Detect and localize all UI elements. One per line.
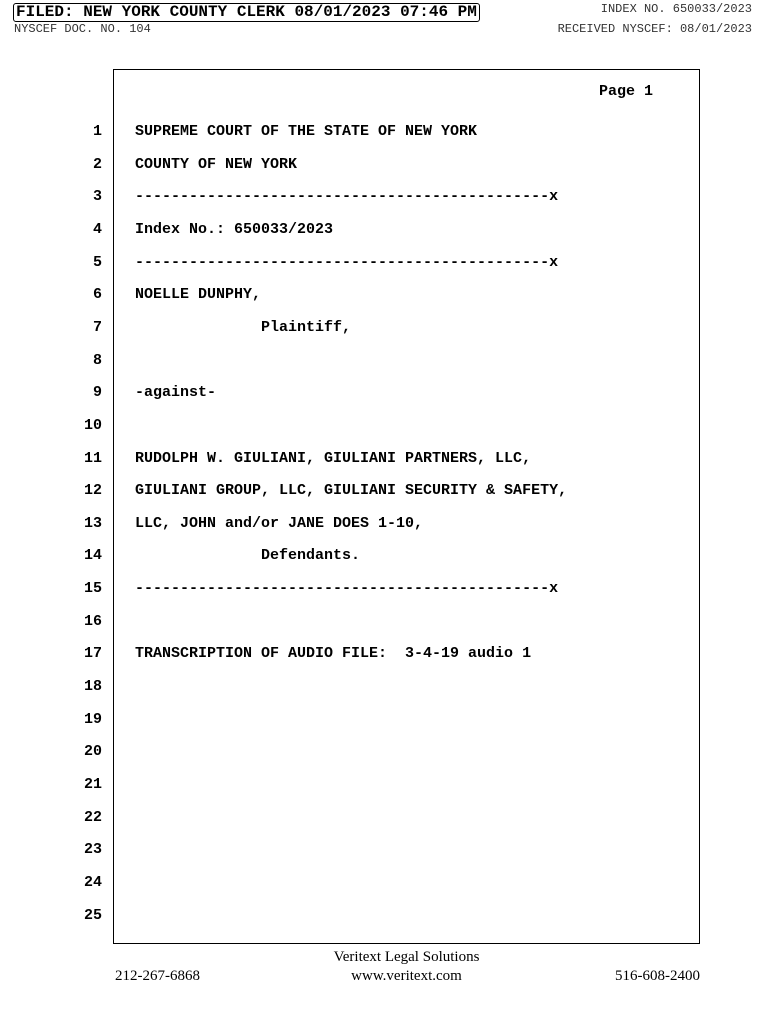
- line-text: ----------------------------------------------x: [135, 188, 559, 205]
- footer-website: www.veritext.com: [351, 968, 462, 984]
- line-text: NOELLE DUNPHY,: [135, 286, 262, 303]
- line-number: 21: [83, 776, 102, 793]
- line-number: 17: [83, 645, 102, 662]
- received-date: RECEIVED NYSCEF: 08/01/2023: [557, 22, 752, 36]
- line-number: 20: [83, 743, 102, 760]
- line-number: 24: [83, 874, 102, 891]
- line-text: GIULIANI GROUP, LLC, GIULIANI SECURITY & SAFETY,: [135, 482, 568, 499]
- line-text: Index No.: 650033/2023: [135, 221, 334, 238]
- line-text: -against-: [135, 384, 217, 401]
- line-number: 1: [92, 123, 102, 140]
- line-number: 13: [83, 515, 102, 532]
- footer-phone-right: 516-608-2400: [615, 968, 700, 984]
- line-number: 8: [92, 352, 102, 369]
- line-number: 23: [83, 841, 102, 858]
- line-number: 11: [83, 450, 102, 467]
- line-number: 15: [83, 580, 102, 597]
- doc-number: NYSCEF DOC. NO. 104: [14, 22, 151, 36]
- line-number: 12: [83, 482, 102, 499]
- line-number: 4: [92, 221, 102, 238]
- line-number: 22: [83, 809, 102, 826]
- line-number: 2: [92, 156, 102, 173]
- line-text: Defendants.: [135, 547, 361, 564]
- line-number: 14: [83, 547, 102, 564]
- line-text: LLC, JOHN and/or JANE DOES 1-10,: [135, 515, 424, 532]
- line-number: 19: [83, 711, 102, 728]
- line-number: 25: [83, 907, 102, 924]
- line-number: 7: [92, 319, 102, 336]
- page-number: Page 1: [598, 83, 653, 100]
- footer-company: Veritext Legal Solutions: [333, 949, 480, 965]
- line-number: 9: [92, 384, 102, 401]
- line-number: 10: [83, 417, 102, 434]
- filed-stamp: FILED: NEW YORK COUNTY CLERK 08/01/2023 07:46 PM: [13, 3, 480, 22]
- line-text: ----------------------------------------------x: [135, 580, 559, 597]
- line-number: 5: [92, 254, 102, 271]
- line-text: ----------------------------------------------x: [135, 254, 559, 271]
- line-text: SUPREME COURT OF THE STATE OF NEW YORK: [135, 123, 478, 140]
- line-text: TRANSCRIPTION OF AUDIO FILE: 3-4-19 audio 1: [135, 645, 532, 662]
- line-number: 6: [92, 286, 102, 303]
- line-text: Plaintiff,: [135, 319, 352, 336]
- line-text: RUDOLPH W. GIULIANI, GIULIANI PARTNERS, LLC,: [135, 450, 532, 467]
- line-number: 3: [92, 188, 102, 205]
- index-number: INDEX NO. 650033/2023: [600, 2, 752, 16]
- line-text: COUNTY OF NEW YORK: [135, 156, 298, 173]
- footer-phone-left: 212-267-6868: [115, 968, 200, 984]
- line-number: 18: [83, 678, 102, 695]
- line-number: 16: [83, 613, 102, 630]
